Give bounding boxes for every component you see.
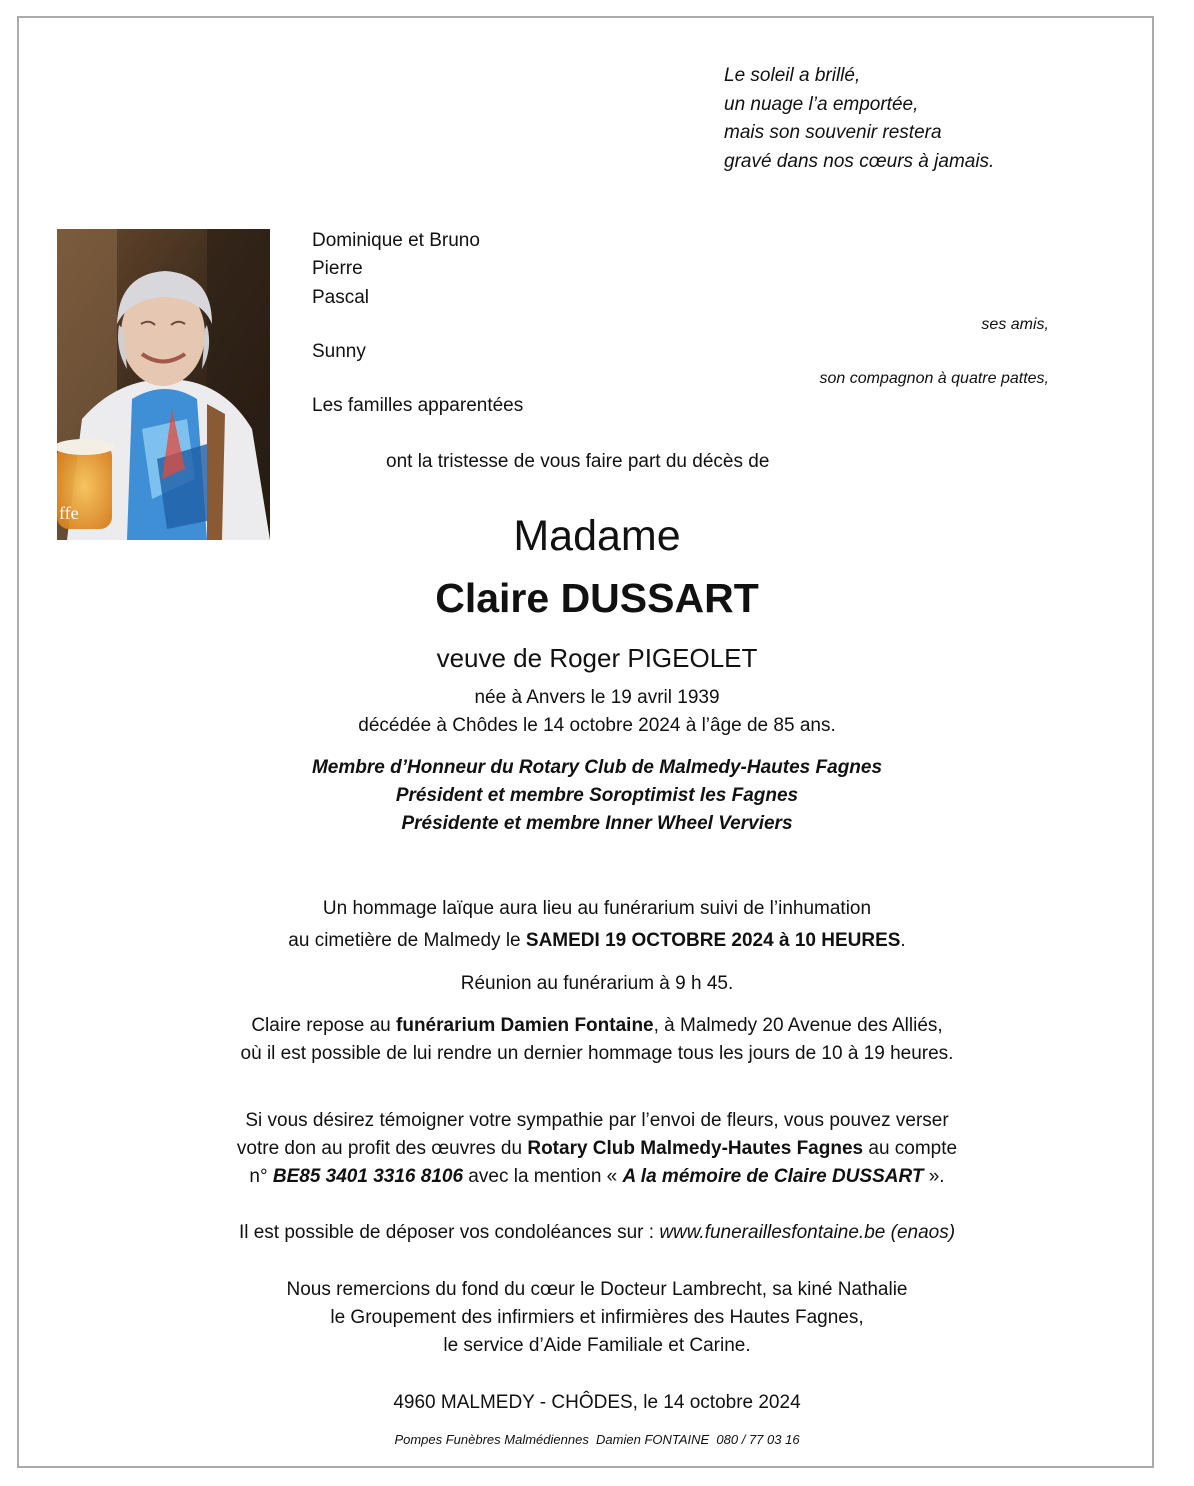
membership-line: Membre d’Honneur du Rotary Club de Malmedy-Hautes Fagnes [311,757,883,778]
membership-line: Président et membre Soroptimist les Fagnes [395,785,799,806]
meeting-line: Réunion au funérarium à 9 h 45. [460,973,734,994]
poem-line: gravé dans nos cœurs à jamais. [724,150,995,172]
birth-line: née à Anvers le 19 avril 1939 [474,687,720,708]
poem-line: mais son souvenir restera [724,122,942,143]
death-line: décédée à Chôdes le 14 octobre 2024 à l’âge de 85 ans. [358,715,836,736]
pet-description: son compagnon à quatre pattes, [819,370,1049,387]
donation-line [0,1166,1194,1188]
donation-mention: A la mémoire de Claire DUSSART [622,1166,924,1187]
condolences-line [0,1222,1194,1244]
condolences-text: Il est possible de déposer vos condoléances sur : [238,1222,660,1243]
widow-of: veuve de Roger PIGEOLET [436,643,758,673]
membership-line: Présidente et membre Inner Wheel Verviers [401,813,793,834]
poem [724,62,994,176]
ceremony-text: . [900,930,906,951]
place-date: 4960 MALMEDY - CHÔDES, le 14 octobre 2024 [393,1392,801,1413]
family-member: Pascal [312,287,370,308]
donation-text: n° [249,1166,273,1187]
deceased-name: Claire DUSSART [435,575,759,621]
thanks-line: le Groupement des infirmiers et infirmières des Hautes Fagnes, [330,1307,864,1328]
donation-line: Si vous désirez témoigner votre sympathie par l’envoi de fleurs, vous pouvez verser [245,1110,949,1131]
relatives-line: Les familles apparentées [312,395,524,416]
ceremony-line: Un hommage laïque aura lieu au funérarium suivi de l’inhumation [322,898,872,919]
donation-beneficiary: Rotary Club Malmedy-Hautes Fagnes [527,1138,864,1159]
glass-label: ffe [59,503,79,523]
donation-text: au compte [863,1138,958,1159]
visit-line: où il est possible de lui rendre un dernier hommage tous les jours de 10 à 19 heures. [240,1043,954,1064]
condolences-link[interactable]: www.funeraillesfontaine.be (enaos) [659,1222,956,1243]
rest-text: Claire repose au [251,1015,397,1036]
donation-text: ». [923,1166,945,1187]
donation-text: votre don au profit des œuvres du [236,1138,528,1159]
rest-text: , à Malmedy 20 Avenue des Alliés, [653,1015,943,1036]
thanks-line: Nous remercions du fond du cœur le Docteur Lambrecht, sa kiné Nathalie [286,1279,908,1300]
announcement: ont la tristesse de vous faire part du décès de [386,451,770,472]
pet-name: Sunny [312,341,366,362]
friends-line: ses amis, [981,316,1049,333]
poem-line: Le soleil a brillé, [724,65,861,86]
thanks-line: le service d’Aide Familiale et Carine. [443,1335,751,1356]
donation-iban: BE85 3401 3316 8106 [272,1166,464,1187]
deceased-title: Madame [513,512,681,560]
poem-line: un nuage l’a emportée, [724,93,919,115]
funeral-home-footer: Pompes Funèbres Malmédiennes Damien FONTAINE 080 / 77 03 16 [394,1432,800,1447]
ceremony-date-line [0,930,1194,952]
family-member: Dominique et Bruno [312,230,480,251]
donation-line [0,1138,1194,1160]
funerarium-name: funérarium Damien Fontaine [396,1015,654,1036]
ceremony-text: au cimetière de Malmedy le [288,930,526,951]
portrait-photo [57,229,270,540]
donation-text: avec la mention « [463,1166,623,1187]
ceremony-datetime: SAMEDI 19 OCTOBRE 2024 à 10 HEURES [525,930,901,951]
rest-line [0,1015,1194,1037]
family-member: Pierre [312,258,363,279]
